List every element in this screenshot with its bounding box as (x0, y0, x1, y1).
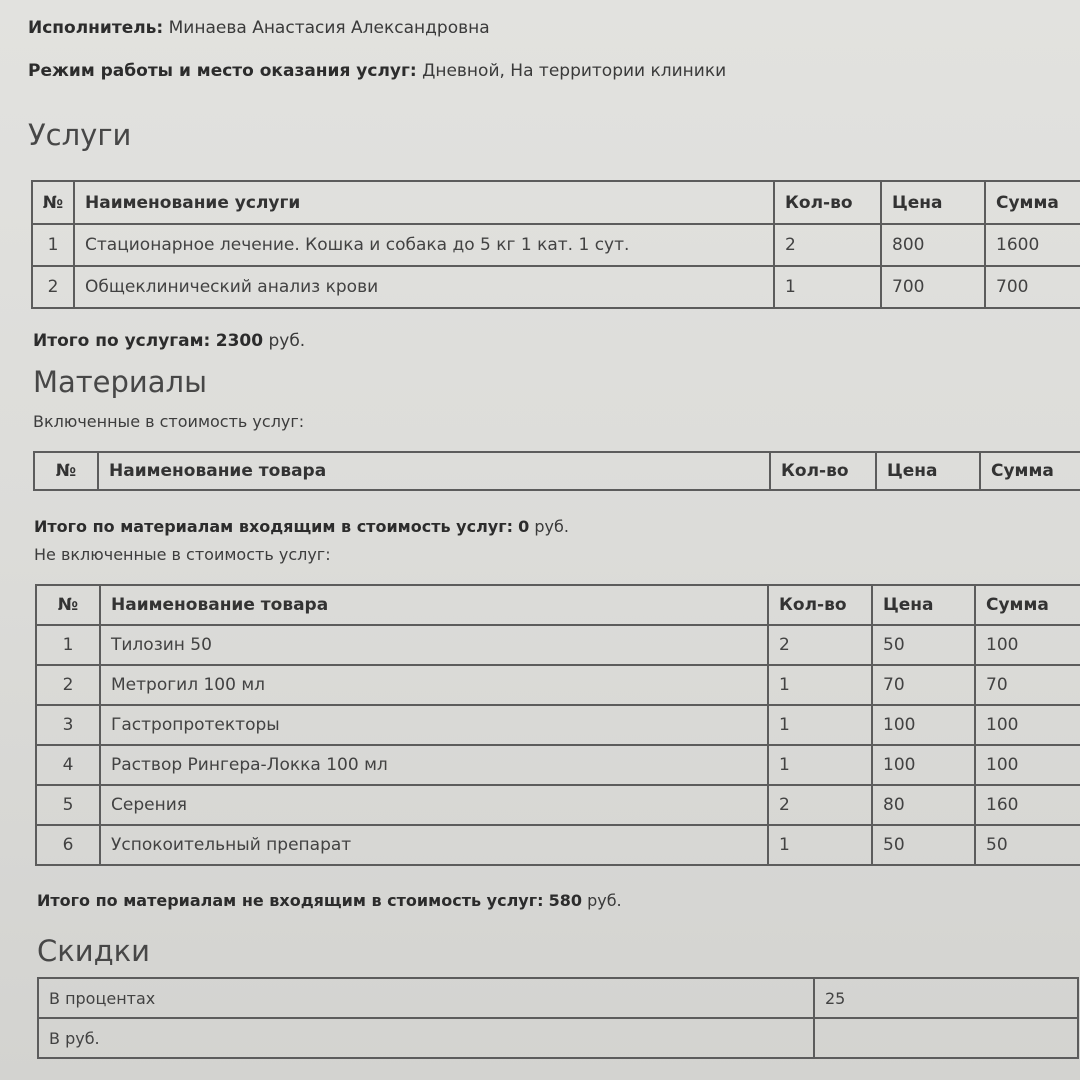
cell-price: 100 (872, 705, 975, 745)
cell-qty: 2 (774, 224, 881, 266)
cell-number: 5 (36, 785, 100, 825)
cell-price: 100 (872, 745, 975, 785)
col-price: Цена (881, 181, 985, 224)
excluded-total-label: Итого по материалам не входящим в стоимость услуг: (37, 891, 544, 910)
cell-name: Общеклинический анализ крови (74, 266, 774, 308)
cell-name: Раствор Рингера-Локка 100 мл (100, 745, 768, 785)
cell-number: 2 (36, 665, 100, 705)
executor-label: Исполнитель: (28, 18, 164, 38)
cell-qty: 2 (768, 785, 872, 825)
cell-price: 50 (872, 825, 975, 865)
table-row (36, 665, 1080, 705)
cell-number: 1 (36, 625, 100, 665)
discount-percent-value: 25 (814, 978, 1078, 1018)
services-total-label: Итого по услугам: (33, 331, 211, 351)
cell-number: 3 (36, 705, 100, 745)
cell-name: Успокоительный препарат (100, 825, 768, 865)
materials-heading: Материалы (33, 365, 207, 399)
included-total-label: Итого по материалам входящим в стоимость услуг: (34, 517, 513, 536)
cell-qty: 1 (768, 825, 872, 865)
cell-qty: 1 (774, 266, 881, 308)
services-total-value: 2300 (215, 331, 264, 351)
col-sum: Сумма (980, 452, 1080, 490)
col-qty: Кол-во (774, 181, 881, 224)
cell-sum: 1600 (985, 224, 1080, 266)
executor-value: Минаева Анастасия Александровна (168, 18, 490, 38)
col-number: № (36, 585, 100, 625)
cell-qty: 1 (768, 665, 872, 705)
cell-sum: 100 (975, 625, 1080, 665)
discount-rub-value (814, 1018, 1078, 1058)
excluded-label: Не включенные в стоимость услуг: (34, 545, 331, 564)
cell-name: Серения (100, 785, 768, 825)
discount-rub-label: В руб. (38, 1018, 814, 1058)
mode-value: Дневной, На территории клиники (422, 61, 727, 81)
col-sum: Сумма (985, 181, 1080, 224)
cell-price: 70 (872, 665, 975, 705)
cell-qty: 1 (768, 745, 872, 785)
included-total-value: 0 (518, 517, 530, 536)
cell-price: 50 (872, 625, 975, 665)
cell-number: 6 (36, 825, 100, 865)
col-product-name: Наименование товара (100, 585, 768, 625)
cell-name: Тилозин 50 (100, 625, 768, 665)
cell-number: 2 (32, 266, 74, 308)
cell-name: Стационарное лечение. Кошка и собака до 5 кг 1 кат. 1 сут. (74, 224, 774, 266)
table-row (36, 785, 1080, 825)
included-materials-table (33, 451, 1080, 491)
cell-qty: 2 (768, 625, 872, 665)
col-qty: Кол-во (768, 585, 872, 625)
cell-number: 1 (32, 224, 74, 266)
discounts-table (37, 977, 1079, 1059)
table-row (36, 625, 1080, 665)
col-price: Цена (876, 452, 980, 490)
services-header-row (32, 181, 1080, 224)
cell-name: Гастропротекторы (100, 705, 768, 745)
table-row (36, 825, 1080, 865)
included-total-unit: руб. (534, 517, 569, 536)
table-row (32, 266, 1080, 308)
services-heading: Услуги (28, 118, 132, 152)
cell-sum: 70 (975, 665, 1080, 705)
mode-label: Режим работы и место оказания услуг: (28, 61, 417, 81)
cell-sum: 100 (975, 745, 1080, 785)
col-product-name: Наименование товара (98, 452, 770, 490)
mode-line (28, 61, 726, 81)
discount-percent-label: В процентах (38, 978, 814, 1018)
table-row (32, 224, 1080, 266)
excluded-total-value: 580 (548, 891, 582, 910)
cell-sum: 700 (985, 266, 1080, 308)
included-total (34, 517, 569, 536)
services-total (33, 331, 305, 351)
col-price: Цена (872, 585, 975, 625)
executor-line (28, 18, 490, 38)
cell-sum: 50 (975, 825, 1080, 865)
excluded-materials-table (35, 584, 1080, 866)
excluded-total (37, 891, 622, 910)
cell-qty: 1 (768, 705, 872, 745)
cell-price: 800 (881, 224, 985, 266)
table-row (36, 705, 1080, 745)
cell-sum: 100 (975, 705, 1080, 745)
table-row (38, 1018, 1078, 1058)
col-number: № (34, 452, 98, 490)
services-total-unit: руб. (268, 331, 306, 351)
col-service-name: Наименование услуги (74, 181, 774, 224)
col-number: № (32, 181, 74, 224)
discounts-heading: Скидки (37, 934, 151, 968)
table-row (38, 978, 1078, 1018)
cell-number: 4 (36, 745, 100, 785)
cell-name: Метрогил 100 мл (100, 665, 768, 705)
col-qty: Кол-во (770, 452, 876, 490)
table-row (36, 745, 1080, 785)
cell-price: 80 (872, 785, 975, 825)
included-header-row (34, 452, 1080, 490)
excluded-header-row (36, 585, 1080, 625)
included-label: Включенные в стоимость услуг: (33, 412, 305, 431)
cell-price: 700 (881, 266, 985, 308)
services-table (31, 180, 1080, 309)
cell-sum: 160 (975, 785, 1080, 825)
col-sum: Сумма (975, 585, 1080, 625)
excluded-total-unit: руб. (587, 891, 622, 910)
